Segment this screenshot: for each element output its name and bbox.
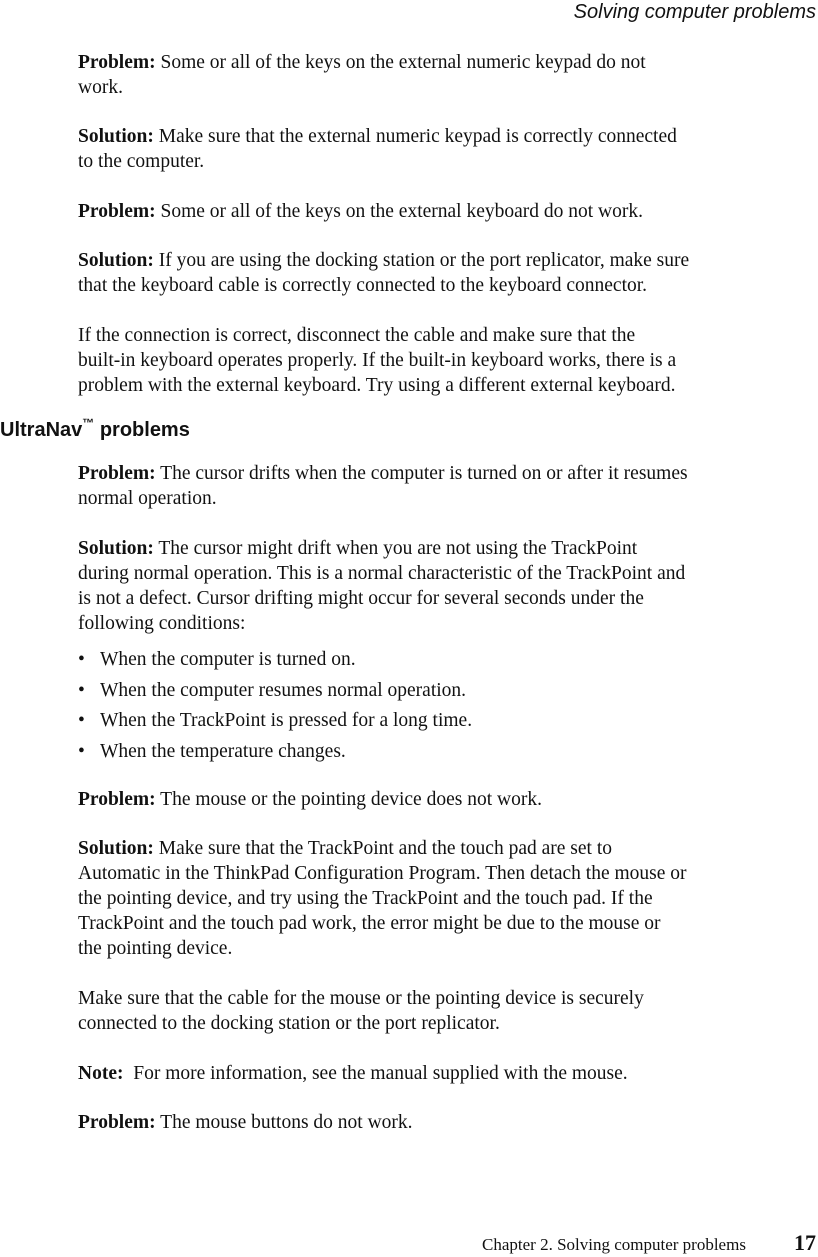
solution-text: Make sure that the TrackPoint and the touch pad are set to bbox=[158, 838, 613, 859]
problem-text: Some or all of the keys on the external numeric keypad do not bbox=[160, 52, 646, 73]
problem-mouse bbox=[78, 787, 818, 812]
bullet-marker: • bbox=[78, 710, 85, 731]
trademark-mark: ™ bbox=[82, 416, 95, 430]
heading-text: UltraNav bbox=[0, 419, 83, 441]
heading-rest: problems bbox=[94, 419, 190, 441]
problem-label: Problem: bbox=[78, 1112, 156, 1133]
solution-text: the pointing device, and try using the TrackPoint and the touch pad. If the bbox=[78, 888, 653, 909]
running-header: Solving computer problems bbox=[573, 1, 816, 23]
solution-text: that the keyboard cable is correctly connected to the keyboard connector. bbox=[78, 275, 648, 296]
problem-text: The cursor drifts when the computer is turned on or after it resumes bbox=[160, 463, 688, 484]
solution-text: the pointing device. bbox=[78, 938, 233, 959]
solution-mouse bbox=[78, 836, 818, 961]
paragraph-line: If the connection is correct, disconnect the cable and make sure that the bbox=[78, 325, 636, 346]
page-number: 17 bbox=[794, 1230, 816, 1255]
section-heading bbox=[0, 410, 190, 443]
problem-label: Problem: bbox=[78, 201, 156, 222]
solution-keypad bbox=[78, 124, 818, 174]
solution-keyboard bbox=[78, 248, 818, 298]
list-item bbox=[78, 645, 472, 676]
note bbox=[78, 1061, 818, 1086]
problem-mouse-buttons bbox=[78, 1110, 818, 1135]
list-item bbox=[78, 676, 472, 707]
solution-label: Solution: bbox=[78, 250, 154, 271]
solution-text: The cursor might drift when you are not using the TrackPoint bbox=[158, 538, 638, 559]
problem-text: Some or all of the keys on the external keyboard do not work. bbox=[160, 201, 644, 222]
problem-text: work. bbox=[78, 77, 123, 98]
solution-label: Solution: bbox=[78, 538, 154, 559]
cable-paragraph bbox=[78, 986, 818, 1036]
bullet-marker: • bbox=[78, 740, 85, 762]
problem-text: The mouse buttons do not work. bbox=[160, 1112, 413, 1133]
paragraph-line: connected to the docking station or the port replicator. bbox=[78, 1013, 500, 1034]
problem-label: Problem: bbox=[78, 463, 156, 484]
solution-cursor-drift bbox=[78, 536, 818, 636]
list-item-text: When the computer resumes normal operation. bbox=[100, 679, 467, 701]
list-item-text: When the computer is turned on. bbox=[100, 649, 356, 670]
solution-label: Solution: bbox=[78, 838, 154, 859]
solution-text: during normal operation. This is a normal characteristic of the TrackPoint and bbox=[78, 563, 686, 584]
paragraph-line: problem with the external keyboard. Try using a different external keyboard. bbox=[78, 375, 676, 396]
problem-label: Problem: bbox=[78, 52, 156, 73]
solution-text: Make sure that the external numeric keypad is correctly connected bbox=[158, 126, 677, 147]
solution-text: following conditions: bbox=[78, 613, 246, 634]
solution-text: If you are using the docking station or the port replicator, make sure bbox=[158, 250, 690, 271]
paragraph-line: Make sure that the cable for the mouse or the pointing device is securely bbox=[78, 988, 644, 1009]
solution-text: Automatic in the ThinkPad Configuration Program. Then detach the mouse or bbox=[78, 863, 687, 884]
problem-keyboard bbox=[78, 199, 818, 224]
footer-chapter: Chapter 2. Solving computer problems bbox=[482, 1235, 746, 1254]
keyboard-paragraph bbox=[78, 323, 818, 398]
bullet-marker: • bbox=[78, 649, 85, 670]
solution-text: TrackPoint and the touch pad work, the error might be due to the mouse or bbox=[78, 913, 661, 934]
bullet-marker: • bbox=[78, 679, 85, 701]
note-label: Note: bbox=[78, 1063, 124, 1084]
solution-label: Solution: bbox=[78, 126, 154, 147]
conditions-list bbox=[78, 645, 472, 767]
problem-text: The mouse or the pointing device does not work. bbox=[160, 789, 542, 810]
list-item bbox=[78, 737, 472, 768]
solution-text: to the computer. bbox=[78, 151, 205, 172]
problem-cursor-drift bbox=[78, 461, 818, 511]
list-item-text: When the temperature changes. bbox=[100, 740, 346, 762]
list-item bbox=[78, 706, 472, 737]
problem-keypad bbox=[78, 50, 818, 100]
list-item-text: When the TrackPoint is pressed for a long time. bbox=[100, 710, 473, 731]
problem-label: Problem: bbox=[78, 789, 156, 810]
solution-text: is not a defect. Cursor drifting might occur for several seconds under the bbox=[78, 588, 644, 609]
problem-text: normal operation. bbox=[78, 488, 217, 509]
note-text: For more information, see the manual supplied with the mouse. bbox=[133, 1063, 628, 1084]
paragraph-line: built-in keyboard operates properly. If the built-in keyboard works, there is a bbox=[78, 350, 677, 371]
